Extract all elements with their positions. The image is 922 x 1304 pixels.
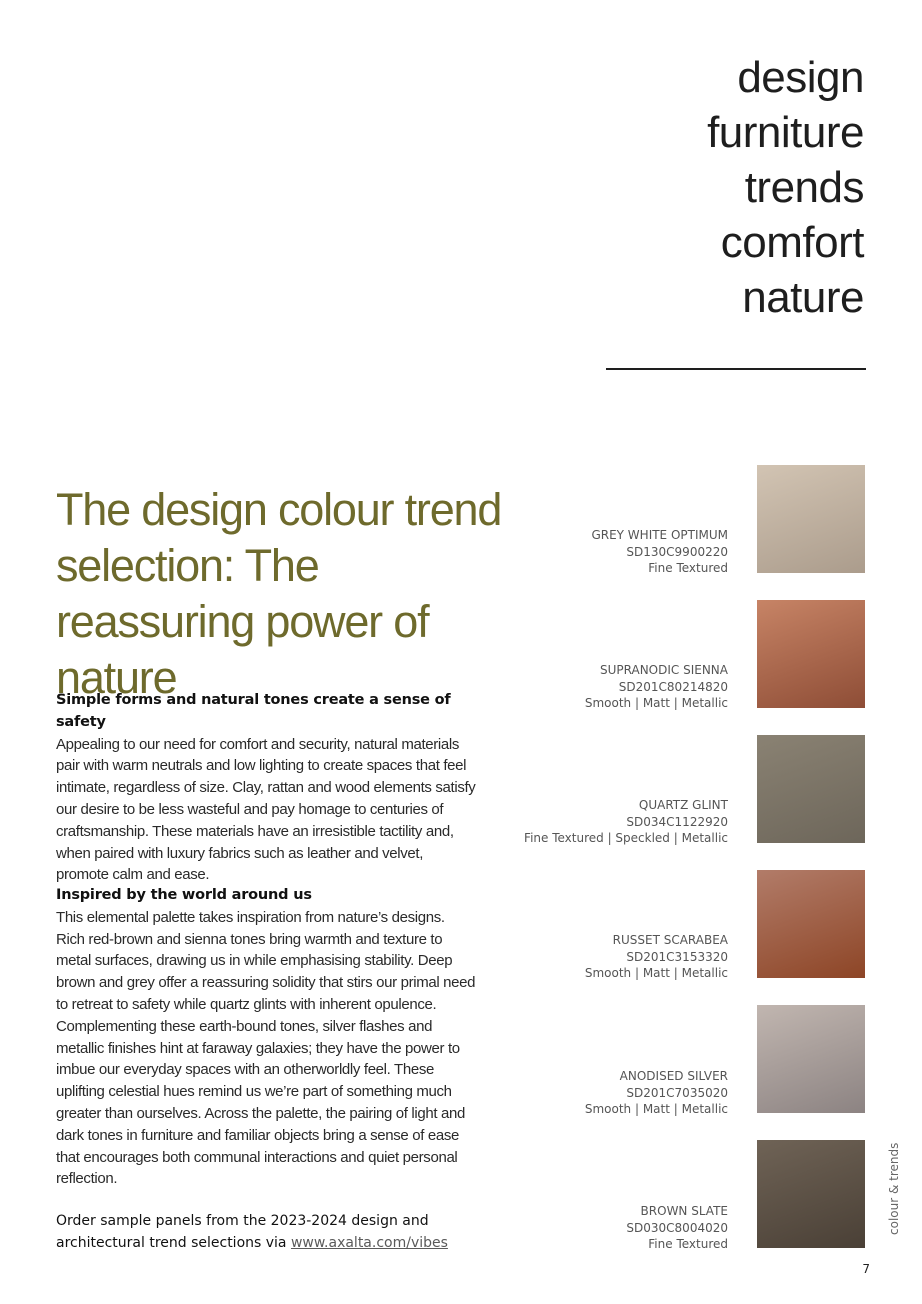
section-inspired [56, 885, 476, 1190]
swatch-name: GREY WHITE OPTIMUM [591, 528, 728, 542]
swatch-name: QUARTZ GLINT [638, 798, 728, 812]
swatch-finish: Fine Textured [648, 561, 728, 575]
order-text: Order sample panels from the 2023-2024 design and architectural trend selections via [56, 1213, 429, 1251]
keyword-design: design [737, 53, 864, 102]
section-heading: Inspired by the world around us [56, 887, 312, 903]
keyword-trends: trends [744, 163, 864, 212]
swatch-finish: Fine Textured [648, 1237, 728, 1251]
swatch-code: SD130C9900220 [626, 544, 728, 559]
swatch-label [591, 527, 728, 577]
color-swatch [757, 1005, 865, 1113]
swatch-finish: Smooth | Matt | Metallic [584, 966, 728, 980]
swatch-code: SD201C3153320 [626, 949, 728, 964]
color-swatch [757, 870, 865, 978]
keyword-nature: nature [742, 273, 864, 322]
swatch-label [524, 797, 728, 847]
color-swatch [757, 600, 865, 708]
section-tag: colour & trends [887, 1142, 901, 1235]
divider-rule [606, 368, 866, 370]
keyword-list [707, 50, 864, 325]
order-note [56, 1210, 476, 1254]
swatch-code: SD034C1122920 [626, 814, 728, 829]
swatch-label [585, 662, 728, 712]
color-swatch [757, 1140, 865, 1248]
swatch-label [626, 1203, 728, 1253]
section-body: Appealing to our need for comfort and security, natural materials pair with warm neutrals and low lighting to create spaces that feel intimate, regardless of size. Clay, rattan and wood elements satisfy our desire to be less wasteful and pay homage to centuries of craftsmanship. These materials have an irresistible tactility and, when paired with luxury fabrics such as leather and velvet, promote calm and ease. [56, 735, 476, 884]
swatch-name: RUSSET SCARABEA [612, 933, 728, 947]
swatch-code: SD201C80214820 [618, 679, 728, 694]
page-headline: The design colour trend selection: The reassuring power of nature [56, 484, 502, 703]
swatch-name: SUPRANODIC SIENNA [600, 663, 728, 677]
keyword-comfort: comfort [720, 218, 864, 267]
swatch-finish: Fine Textured | Speckled | Metallic [524, 831, 728, 845]
section-heading: Simple forms and natural tones create a sense of safety [56, 692, 451, 730]
swatch-code: SD030C8004020 [626, 1220, 728, 1235]
page-number: 7 [862, 1262, 870, 1276]
swatch-finish: Smooth | Matt | Metallic [584, 1102, 728, 1116]
keyword-furniture: furniture [707, 108, 864, 157]
order-link[interactable]: www.axalta.com/vibes [290, 1235, 448, 1251]
section-body: This elemental palette takes inspiration from nature’s designs. Rich red-brown and sienna tones bring warmth and texture to metal surfaces, drawing us in while emphasising stability. Deep brown and grey offer a reassuring solidity that stirs our primal need to retreat to safety while quartz glints with inherent opulence. Complementing these earth-bound tones, silver flashes and metallic finishes hint at faraway galaxies; they have the power to imbue our everyday spaces with an otherworldly feel. These uplifting celestial hues remind us we’re part of something much greater than ourselves. Across the palette, the pairing of light and dark tones in furniture and familiar objects bring a sense of ease that encourages both communal interactions and quiet personal reflection. [56, 908, 476, 1188]
swatch-label [585, 932, 728, 982]
swatch-name: BROWN SLATE [640, 1204, 728, 1218]
color-swatch [757, 735, 865, 843]
color-swatch [757, 465, 865, 573]
section-safety [56, 690, 476, 886]
swatch-name: ANODISED SILVER [619, 1069, 728, 1083]
swatch-finish: Smooth | Matt | Metallic [584, 696, 728, 710]
swatch-code: SD201C7035020 [626, 1085, 728, 1100]
swatch-label [585, 1068, 728, 1118]
